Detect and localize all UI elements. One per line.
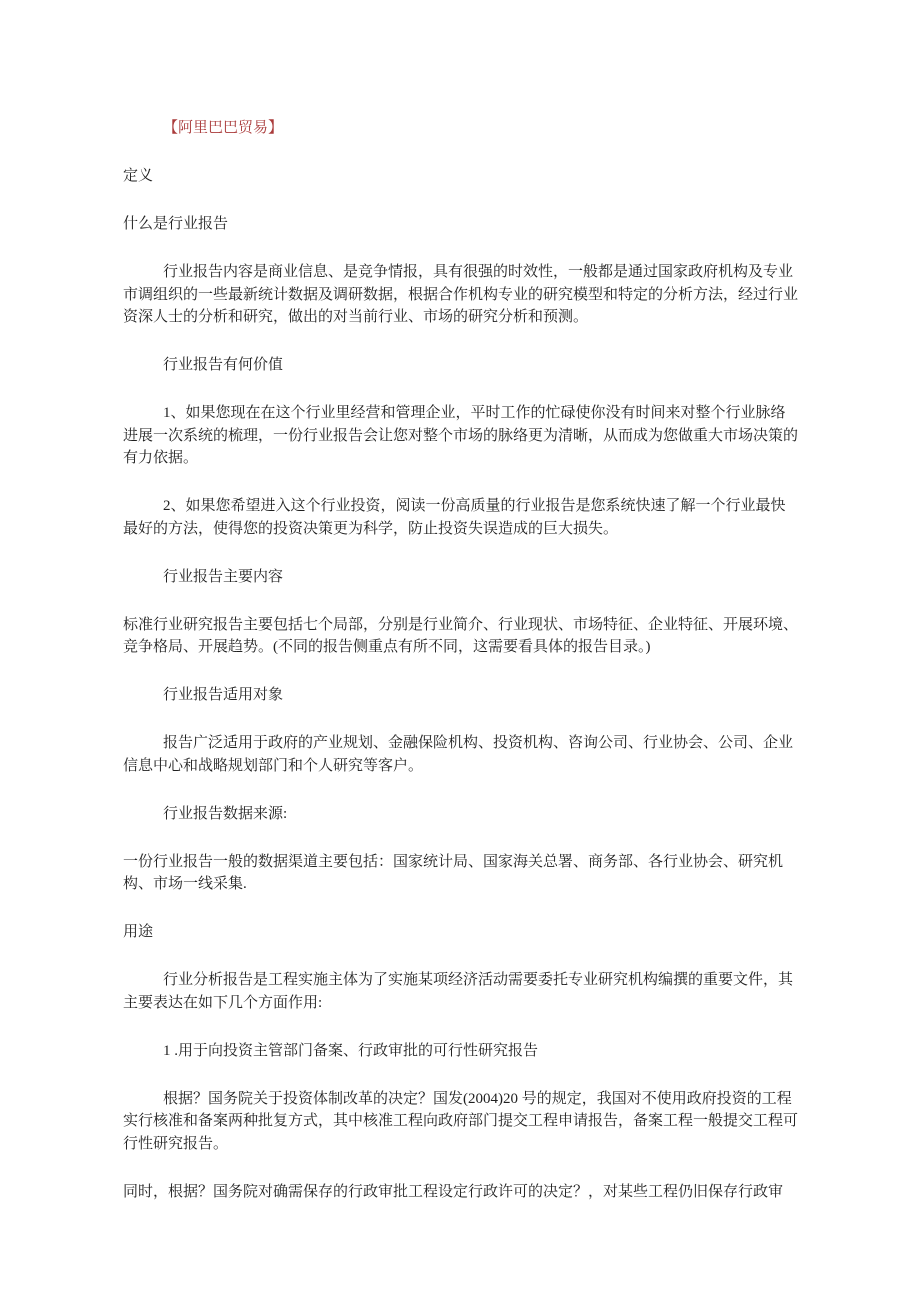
heading-definition: 定义 xyxy=(123,168,154,184)
paragraph-administrative-approval-truncated: 同时，根据？国务院对确需保存的行政审批工程设定行政许可的决定？，对某些工程仍旧保存行政审 xyxy=(123,1183,784,1200)
paragraph-data-channels: 一份行业报告一般的数据渠道主要包括：国家统计局、国家海关总署、商务部、各行业协会、研究机构、市场一线采集. xyxy=(123,853,784,892)
paragraph-report-definition: 行业报告内容是商业信息、是竞争情报，具有很强的时效性，一般都是通过国家政府机构及专业市调组织的一些最新统计数据及调研数据，根据合作机构专业的研究模型和特定的分析方法，经过行业资深人士的分析和研究，做出的对当前行业、市场的研究分析和预测。 xyxy=(123,264,799,325)
heading-report-main-content: 行业报告主要内容 xyxy=(163,568,284,585)
paragraph-usage-intro: 行业分析报告是工程实施主体为了实施某项经济活动需要委托专业研究机构编撰的重要文件，其主要表达在如下几个方面作用: xyxy=(123,972,794,1011)
paragraph-report-audience: 报告广泛适用于政府的产业规划、金融保险机构、投资机构、咨询公司、行业协会、公司、企业信息中心和战略规划部门和个人研究等客户。 xyxy=(123,735,794,774)
heading-what-is-industry-report: 什么是行业报告 xyxy=(123,216,229,232)
doc-title: 【阿里巴巴贸易】 xyxy=(163,120,284,136)
paragraph-report-structure: 标准行业研究报告主要包括七个局部，分别是行业简介、行业现状、市场特征、企业特征、开展环境、竞争格局、开展趋势。(不同的报告侧重点有所不同，这需要看具体的报告目录。) xyxy=(123,616,799,655)
heading-report-data-sources: 行业报告数据来源: xyxy=(163,805,288,822)
heading-use-case-1: 1 .用于向投资主管部门备案、行政审批的可行性研究报告 xyxy=(163,1042,539,1059)
heading-report-value: 行业报告有何价值 xyxy=(163,357,284,373)
document-body xyxy=(123,117,798,1203)
paragraph-feasibility-report: 根据？国务院关于投资体制改革的决定？国发(2004)20 号的规定，我国对不使用政府投资的工程实行核准和备案两种批复方式，其中核准工程向政府部门提交工程申请报告，备案工程一般提交工程可行性研究报告。 xyxy=(123,1090,799,1152)
paragraph-value-point-2: 2、如果您希望进入这个行业投资，阅读一份高质量的行业报告是您系统快速了解一个行业最快最好的方法，使得您的投资决策更为科学，防止投资失误造成的巨大损失。 xyxy=(123,498,786,537)
paragraph-value-point-1: 1、如果您现在在这个行业里经营和管理企业，平时工作的忙碌使你没有时间来对整个行业脉络进展一次系统的梳理，一份行业报告会让您对整个市场的脉络更为清晰，从而成为您做重大市场决策的有力依据。 xyxy=(123,405,799,466)
heading-report-audience: 行业报告适用对象 xyxy=(163,687,284,703)
heading-usage: 用途 xyxy=(123,924,154,940)
